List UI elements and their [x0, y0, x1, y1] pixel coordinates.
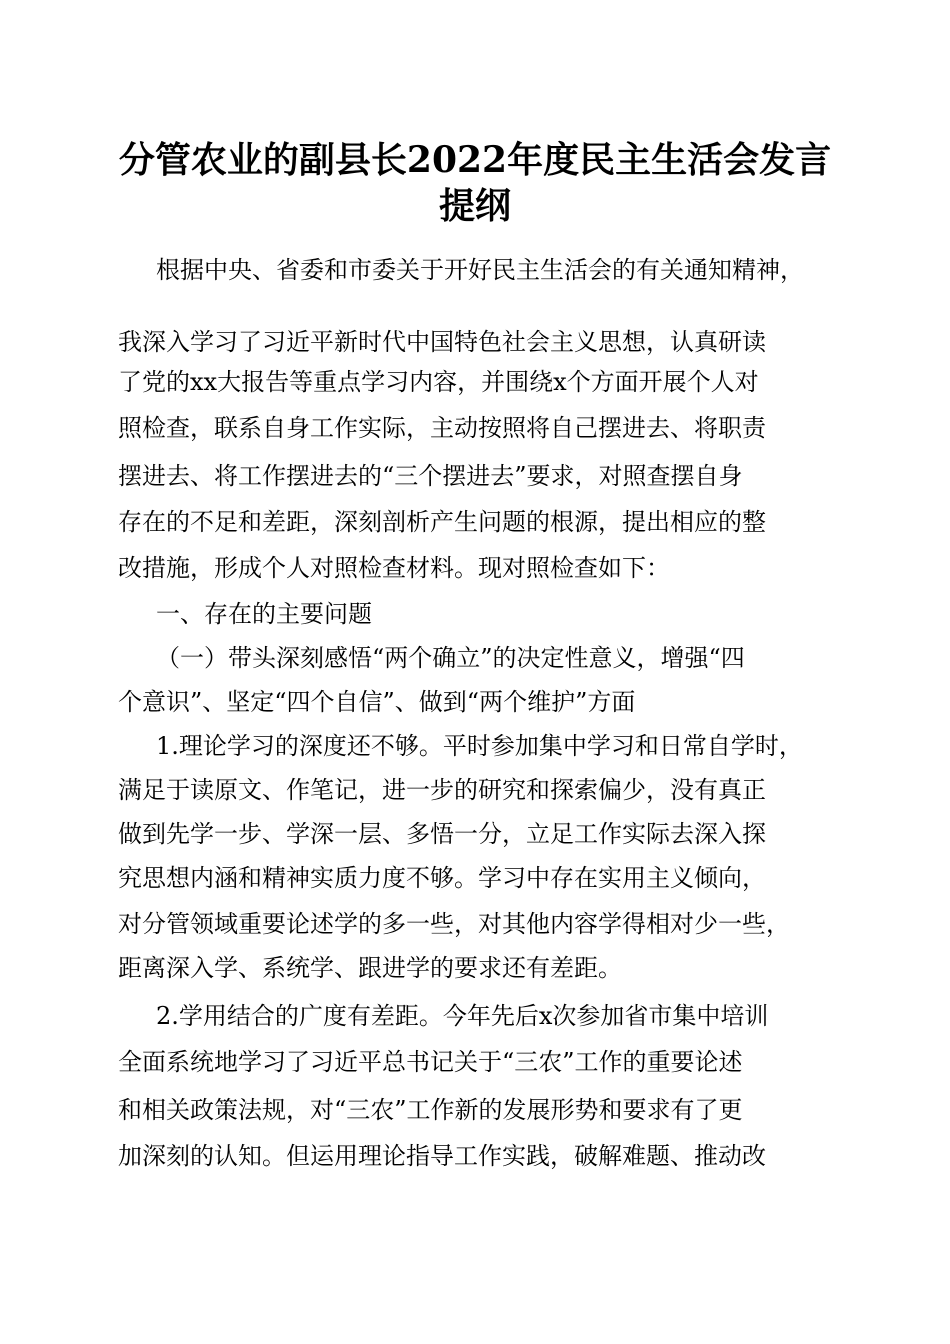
paragraph-1-line-7: 改措施，形成个人对照检查材料。现对照检查如下：: [118, 554, 670, 582]
section-heading-1: 一、存在的主要问题: [156, 600, 372, 628]
paragraph-1-line-5: 摆进去、将工作摆进去的“三个摆进去”要求，对照查摆自身: [118, 462, 743, 490]
paragraph-1-line-4: 照检查，联系自身工作实际，主动按照将自己摆进去、将职责: [118, 414, 766, 442]
item-2-line-2: 全面系统地学习了习近平总书记关于“三农”工作的重要论述: [118, 1048, 743, 1076]
item-1-line-2: 满足于读原文、作笔记，进一步的研究和探索偏少，没有真正: [118, 776, 766, 804]
subsection-heading-1-line-1: （一）带头深刻感悟“两个确立”的决定性意义，增强“四: [156, 644, 745, 672]
item-2-line-3: 和相关政策法规，对“三农”工作新的发展形势和要求有了更: [118, 1096, 743, 1124]
item-1-line-5: 对分管领域重要论述学的多一些，对其他内容学得相对少一些，: [118, 910, 790, 938]
paragraph-1-line-3: 了党的xx大报告等重点学习内容，并围绕x个方面开展个人对: [118, 368, 759, 396]
item-2-line-4: 加深刻的认知。但运用理论指导工作实践，破解难题、推动改: [118, 1142, 766, 1170]
item-1-line-1: 1.理论学习的深度还不够。平时参加集中学习和日常自学时，: [156, 732, 803, 760]
paragraph-1-line-6: 存在的不足和差距，深刻剖析产生问题的根源，提出相应的整: [118, 508, 766, 536]
item-1-line-3: 做到先学一步、学深一层、多悟一分，立足工作实际去深入探: [118, 820, 766, 848]
item-2-line-1: 2.学用结合的广度有差距。今年先后x次参加省市集中培训: [156, 1002, 769, 1030]
item-1-line-6: 距离深入学、系统学、跟进学的要求还有差距。: [118, 954, 622, 982]
paragraph-1-line-2: 我深入学习了习近平新时代中国特色社会主义思想，认真研读: [118, 328, 766, 356]
document-title-line-2: 提纲: [438, 185, 511, 227]
subsection-heading-1-line-2: 个意识”、坚定“四个自信”、做到“两个维护”方面: [118, 688, 636, 716]
item-1-line-4: 究思想内涵和精神实质力度不够。学习中存在实用主义倾向，: [118, 864, 766, 892]
paragraph-1-line-1: 根据中央、省委和市委关于开好民主生活会的有关通知精神，: [156, 256, 804, 284]
document-title-line-1: 分管农业的副县长2022年度民主生活会发言: [118, 139, 832, 181]
